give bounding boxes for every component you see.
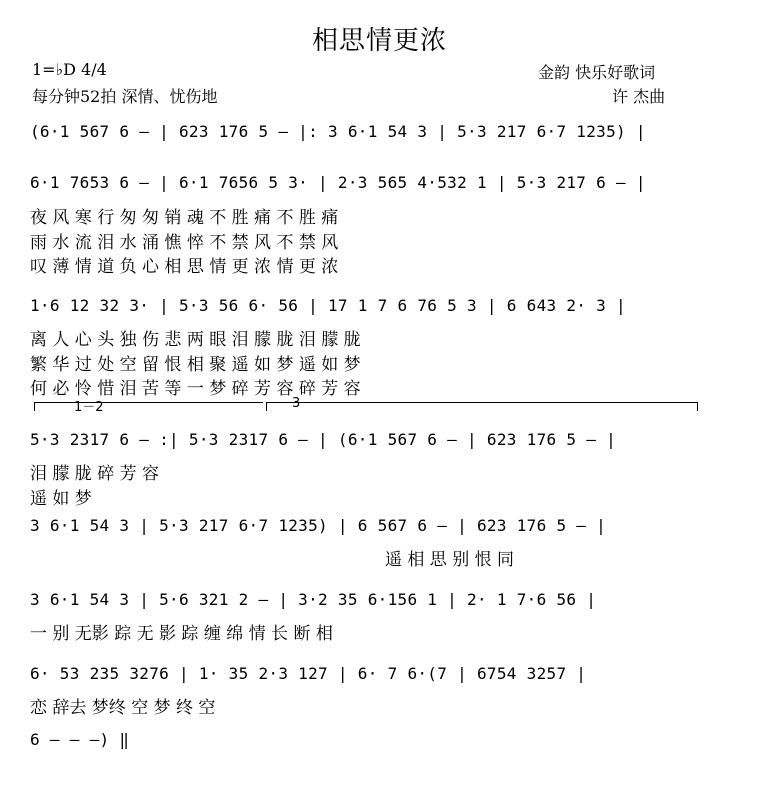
score-row-6: 3 6·1 54 3 | 5·6 321 2 – | 3·2 35 6·156 1 | 2· 1 7·6 56 |: [30, 590, 597, 609]
lyric-verse-1: 泪 朦 胧 碎 芳 容: [30, 464, 160, 484]
score-row-8: 6 – – –) ‖: [30, 730, 130, 749]
composer-credit: 许 杰曲: [612, 87, 666, 106]
volta-label-2: 3: [292, 396, 301, 411]
score-row-5: 3 6·1 54 3 | 5·3 217 6·7 1235) | 6 567 6 – | 623 176 5 – |: [30, 516, 607, 535]
lyric-line: 恋 辞去 梦终 空 梦 终 空: [30, 698, 216, 718]
volta-bracket-1: [34, 402, 263, 411]
lyric-verse-3: 叹 薄 情 道 负 心 相 思 情 更 浓 情 更 浓: [30, 257, 339, 277]
lyric-verse-2: 遥 如 梦: [30, 489, 92, 509]
score-row-3: 1·6 12 32 3· | 5·3 56 6· 56 | 17 1 7 6 76 5 3 | 6 643 2· 3 |: [30, 296, 626, 315]
lyric-line: 一 别 无影 踪 无 影 踪 缠 绵 情 长 断 相: [30, 624, 333, 644]
song-title: 相思情更浓: [311, 26, 447, 56]
key-time-signature: 1=♭D 4/4: [32, 60, 107, 79]
lyric-verse-1: 离 人 心 头 独 伤 悲 两 眼 泪 朦 胧 泪 朦 胧: [30, 330, 361, 350]
lyric-line: 遥 相 思 别 恨 同: [385, 550, 515, 570]
score-row-4: 5·3 2317 6 – :| 5·3 2317 6 – | (6·1 567 6 – | 623 176 5 – |: [30, 430, 617, 449]
score-row-7: 6· 53 235 3276 | 1· 35 2·3 127 | 6· 7 6·(7 | 6754 3257 |: [30, 664, 587, 683]
lyric-verse-2: 雨 水 流 泪 水 涌 憔 悴 不 禁 风 不 禁 风: [30, 233, 339, 253]
lyric-verse-1: 夜 风 寒 行 匆 匆 销 魂 不 胜 痛 不 胜 痛: [30, 208, 339, 228]
lyric-verse-2: 繁 华 过 处 空 留 恨 相 聚 遥 如 梦 遥 如 梦: [30, 355, 361, 375]
lyricist-credit: 金韵 快乐好歌词: [538, 63, 656, 82]
volta-bracket-2: [266, 402, 698, 411]
score-row-2: 6·1 7653 6 – | 6·1 7656 5 3· | 2·3 565 4·532 1 | 5·3 217 6 – |: [30, 173, 646, 192]
score-row-1: (6·1 567 6 – | 623 176 5 – |: 3 6·1 54 3 | 5·3 217 6·7 1235) |: [30, 122, 646, 141]
volta-label-1: 1－2: [74, 400, 104, 415]
lyric-verse-3: 何 必 怜 惜 泪 苦 等 一 梦 碎 芳 容 碎 芳 容: [30, 379, 361, 399]
tempo-expression: 每分钟52拍 深情、忧伤地: [32, 87, 218, 106]
